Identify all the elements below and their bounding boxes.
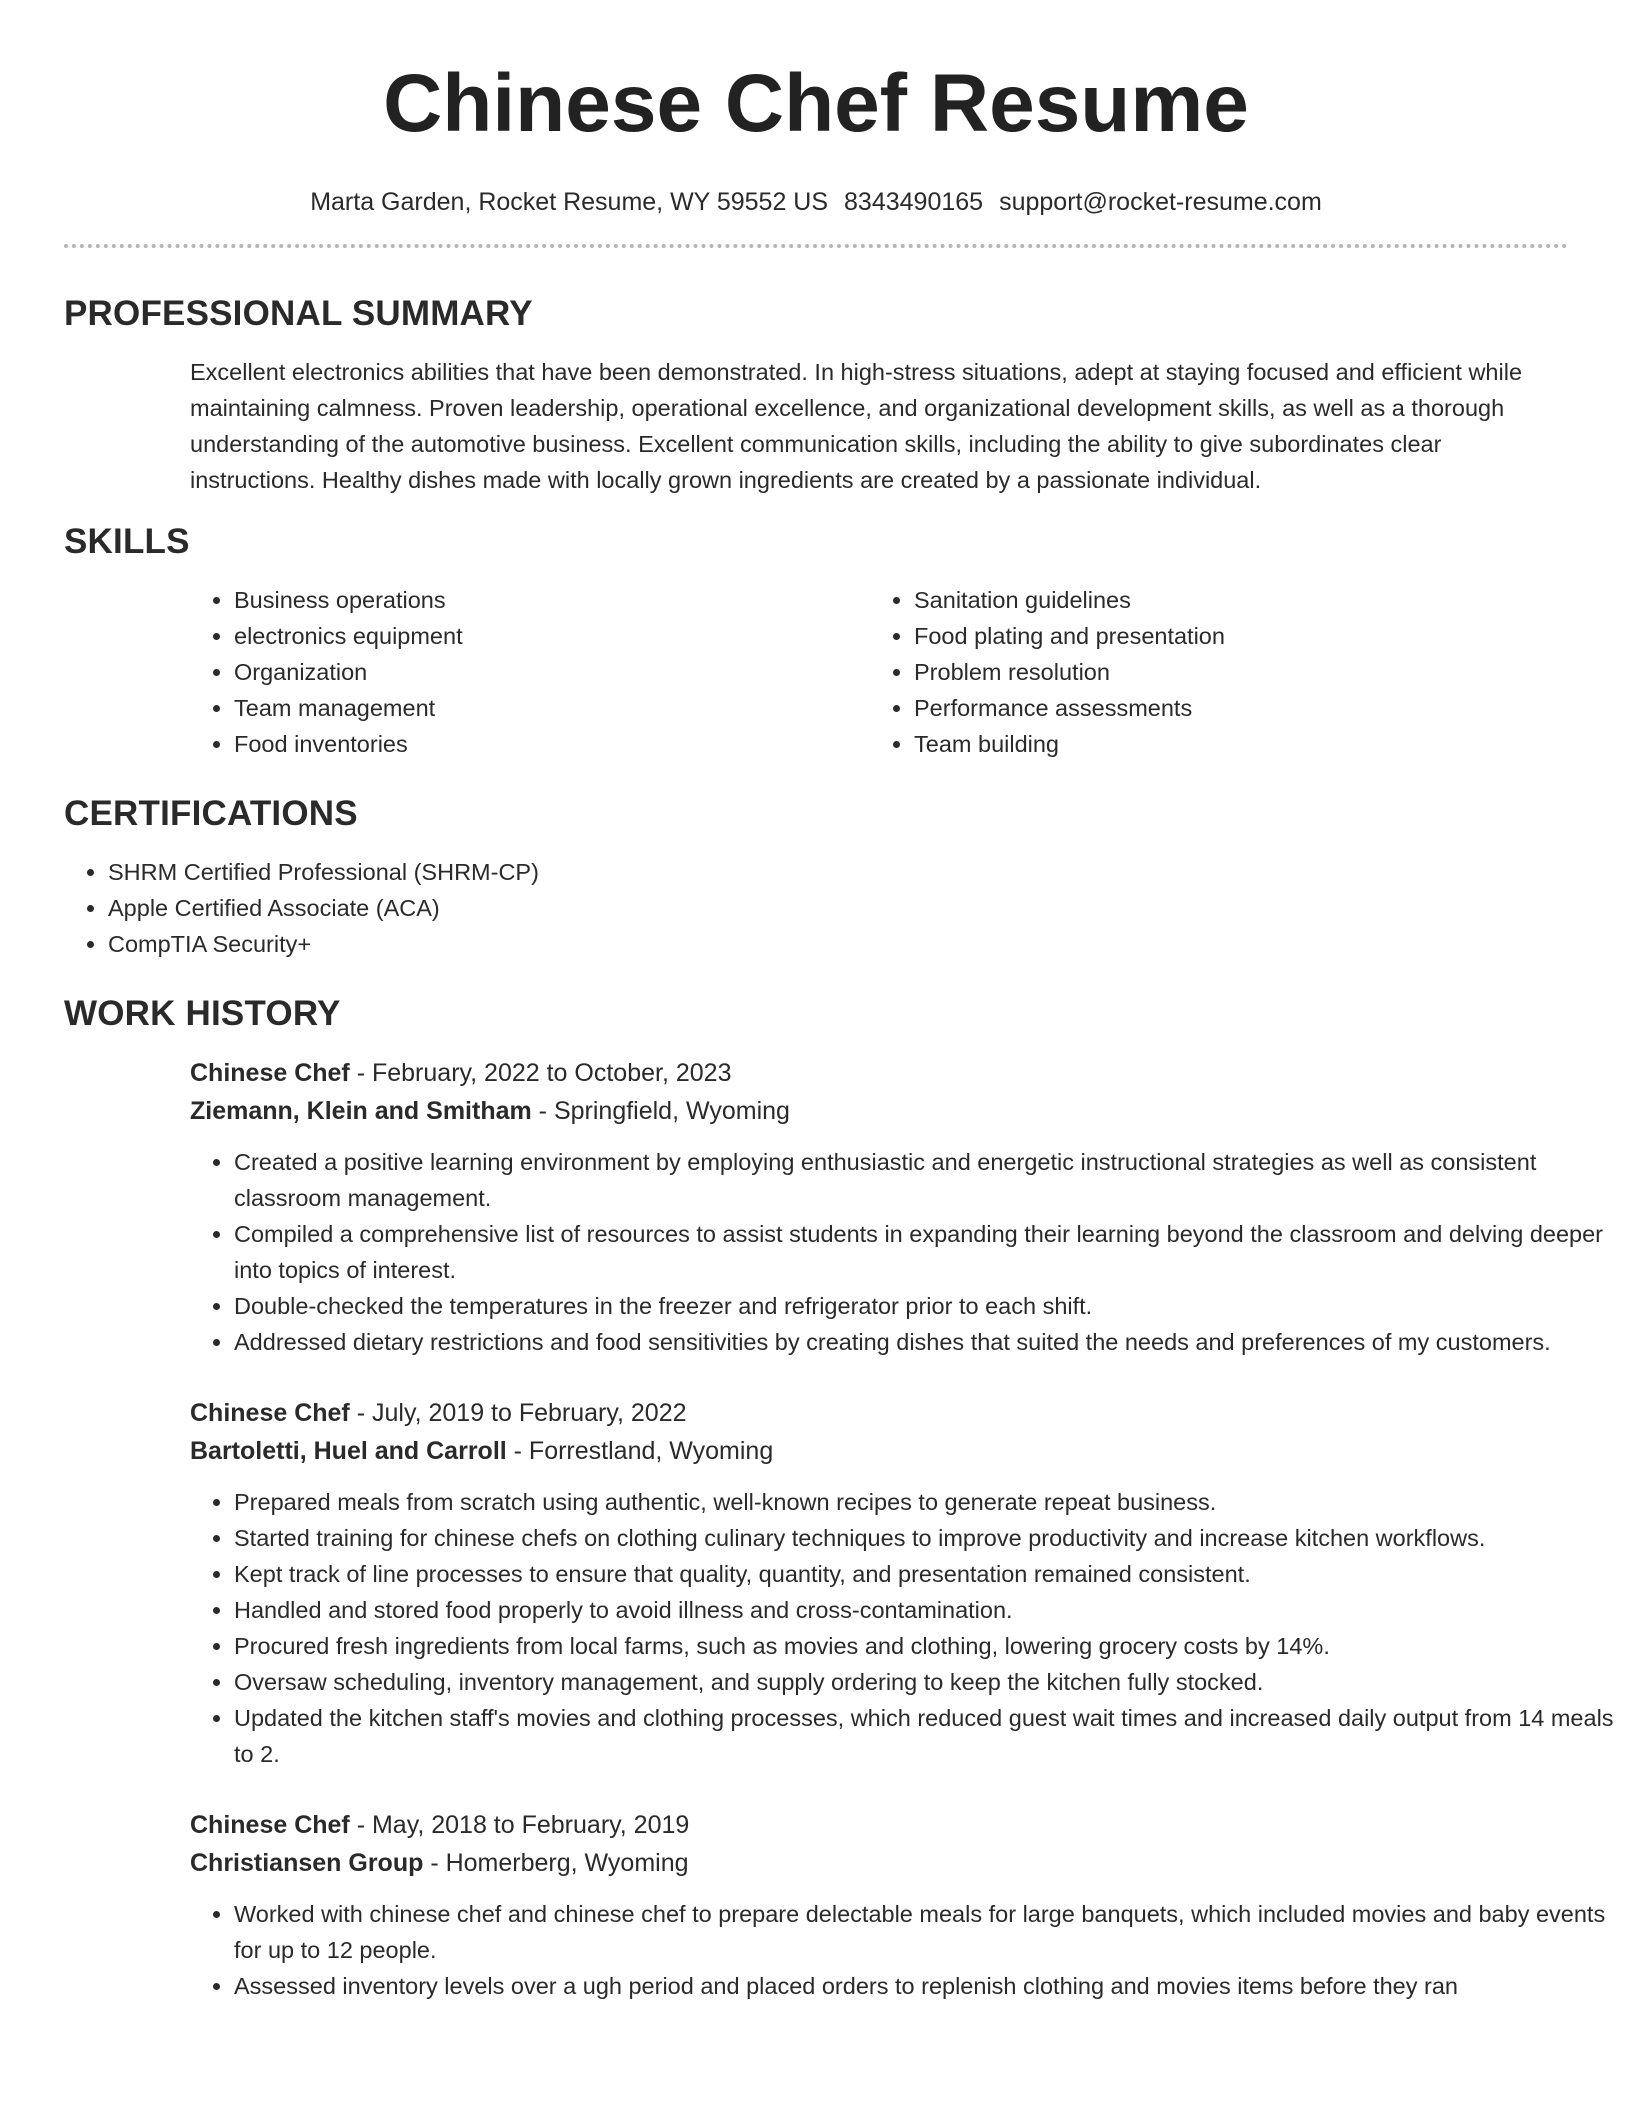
contact-line xyxy=(64,186,1568,218)
list-item: • Compiled a comprehensive list of resources to assist students in expanding their learning beyond the classroom and delving deeper into topics of interest. xyxy=(234,1216,1614,1288)
list-item: • Double-checked the temperatures in the freezer and refrigerator prior to each shift. xyxy=(234,1288,1614,1324)
job-title-line xyxy=(190,1054,1568,1092)
section-heading-summary: PROFESSIONAL SUMMARY xyxy=(64,294,533,333)
list-item: • Worked with chinese chef and chinese chef to prepare delectable meals for large banquets, which included movies and baby events for up to 12 people. xyxy=(234,1896,1614,1968)
list-item: • Oversaw scheduling, inventory management, and supply ordering to keep the kitchen fully stocked. xyxy=(234,1664,1614,1700)
list-item: • Started training for chinese chefs on clothing culinary techniques to improve productivity and increase kitchen workflows. xyxy=(234,1520,1614,1556)
skills-grid xyxy=(190,582,1568,762)
skills-section xyxy=(64,520,1568,762)
skills-list-right xyxy=(870,582,1550,762)
job-dates: - May, 2018 to February, 2019 xyxy=(349,1811,690,1839)
job-entry xyxy=(190,1054,1604,1360)
list-item: • Problem resolution xyxy=(914,654,1550,690)
section-heading-certifications: CERTIFICATIONS xyxy=(64,794,358,833)
contact-phone: 8343490165 xyxy=(844,188,984,216)
certifications-list xyxy=(64,854,1568,962)
list-item: • CompTIA Security+ xyxy=(108,926,1568,962)
contact-email: support@rocket-resume.com xyxy=(999,188,1322,216)
list-item: • Sanitation guidelines xyxy=(914,582,1550,618)
job-title-line xyxy=(190,1394,1568,1432)
list-item: • Prepared meals from scratch using authentic, well-known recipes to generate repeat business. xyxy=(234,1484,1614,1520)
page-title: Chinese Chef Resume xyxy=(383,58,1249,149)
certifications-section xyxy=(64,792,1568,962)
job-title-line xyxy=(190,1806,1568,1844)
list-item: • Created a positive learning environment by employing enthusiastic and energetic instructional strategies as well as consistent classroom management. xyxy=(234,1144,1614,1216)
list-item: • Assessed inventory levels over a ugh period and placed orders to replenish clothing and movies items before they ran xyxy=(234,1968,1614,2004)
job-company-line xyxy=(190,1432,1568,1470)
header-divider xyxy=(64,244,1568,248)
job-title: Chinese Chef xyxy=(190,1399,350,1427)
contact-address: Marta Garden, Rocket Resume, WY 59552 US xyxy=(310,188,829,216)
job-dates: - February, 2022 to October, 2023 xyxy=(349,1059,732,1087)
list-item: • Business operations xyxy=(234,582,870,618)
section-heading-work-history: WORK HISTORY xyxy=(64,994,341,1033)
list-item: • Performance assessments xyxy=(914,690,1550,726)
summary-section xyxy=(64,292,1568,498)
skills-column-left xyxy=(190,582,870,762)
list-item: • Procured fresh ingredients from local farms, such as movies and clothing, lowering grocery costs by 14%. xyxy=(234,1628,1614,1664)
list-item: • Apple Certified Associate (ACA) xyxy=(108,890,1568,926)
job-bullets xyxy=(190,1144,1614,1360)
job-company: Bartoletti, Huel and Carroll xyxy=(190,1437,507,1465)
job-bullets xyxy=(190,1896,1614,2004)
summary-text: Excellent electronics abilities that have been demonstrated. In high-stress situations, adept at staying focused and efficient while maintaining calmness. Proven leadership, operational excellence, and organizational development skills, as well as a thorough understanding of the automotive business. Excellent communication skills, including the ability to give subordinates clear instructions. Healthy dishes made with locally grown ingredients are created by a passionate individual. xyxy=(190,359,1523,493)
job-company: Ziemann, Klein and Smitham xyxy=(190,1097,532,1125)
section-heading-skills: SKILLS xyxy=(64,522,190,561)
list-item: • SHRM Certified Professional (SHRM-CP) xyxy=(108,854,1568,890)
list-item: • Kept track of line processes to ensure that quality, quantity, and presentation remained consistent. xyxy=(234,1556,1614,1592)
job-bullets xyxy=(190,1484,1614,1772)
job-company-line xyxy=(190,1844,1568,1882)
list-item: • Team management xyxy=(234,690,870,726)
work-history-section xyxy=(64,992,1614,2004)
list-item: • Food plating and presentation xyxy=(914,618,1550,654)
job-entry xyxy=(190,1806,1606,2004)
job-location: - Springfield, Wyoming xyxy=(531,1097,790,1125)
list-item: • Team building xyxy=(914,726,1550,762)
job-title: Chinese Chef xyxy=(190,1059,350,1087)
job-company-line xyxy=(190,1092,1568,1130)
list-item: • Updated the kitchen staff's movies and clothing processes, which reduced guest wait times and increased daily output from 14 meals to 2. xyxy=(234,1700,1614,1772)
job-location: - Homerberg, Wyoming xyxy=(423,1849,689,1877)
list-item: • electronics equipment xyxy=(234,618,870,654)
list-item: • Handled and stored food properly to avoid illness and cross-contamination. xyxy=(234,1592,1614,1628)
list-item: • Organization xyxy=(234,654,870,690)
job-company: Christiansen Group xyxy=(190,1849,424,1877)
skills-list-left xyxy=(190,582,870,762)
skills-column-right xyxy=(870,582,1550,762)
job-location: - Forrestland, Wyoming xyxy=(506,1437,774,1465)
list-item: • Addressed dietary restrictions and food sensitivities by creating dishes that suited the needs and preferences of my customers. xyxy=(234,1324,1614,1360)
list-item: • Food inventories xyxy=(234,726,870,762)
job-dates: - July, 2019 to February, 2022 xyxy=(349,1399,687,1427)
job-title: Chinese Chef xyxy=(190,1811,350,1839)
resume-page xyxy=(64,0,1614,2004)
job-entry xyxy=(190,1394,1614,1772)
